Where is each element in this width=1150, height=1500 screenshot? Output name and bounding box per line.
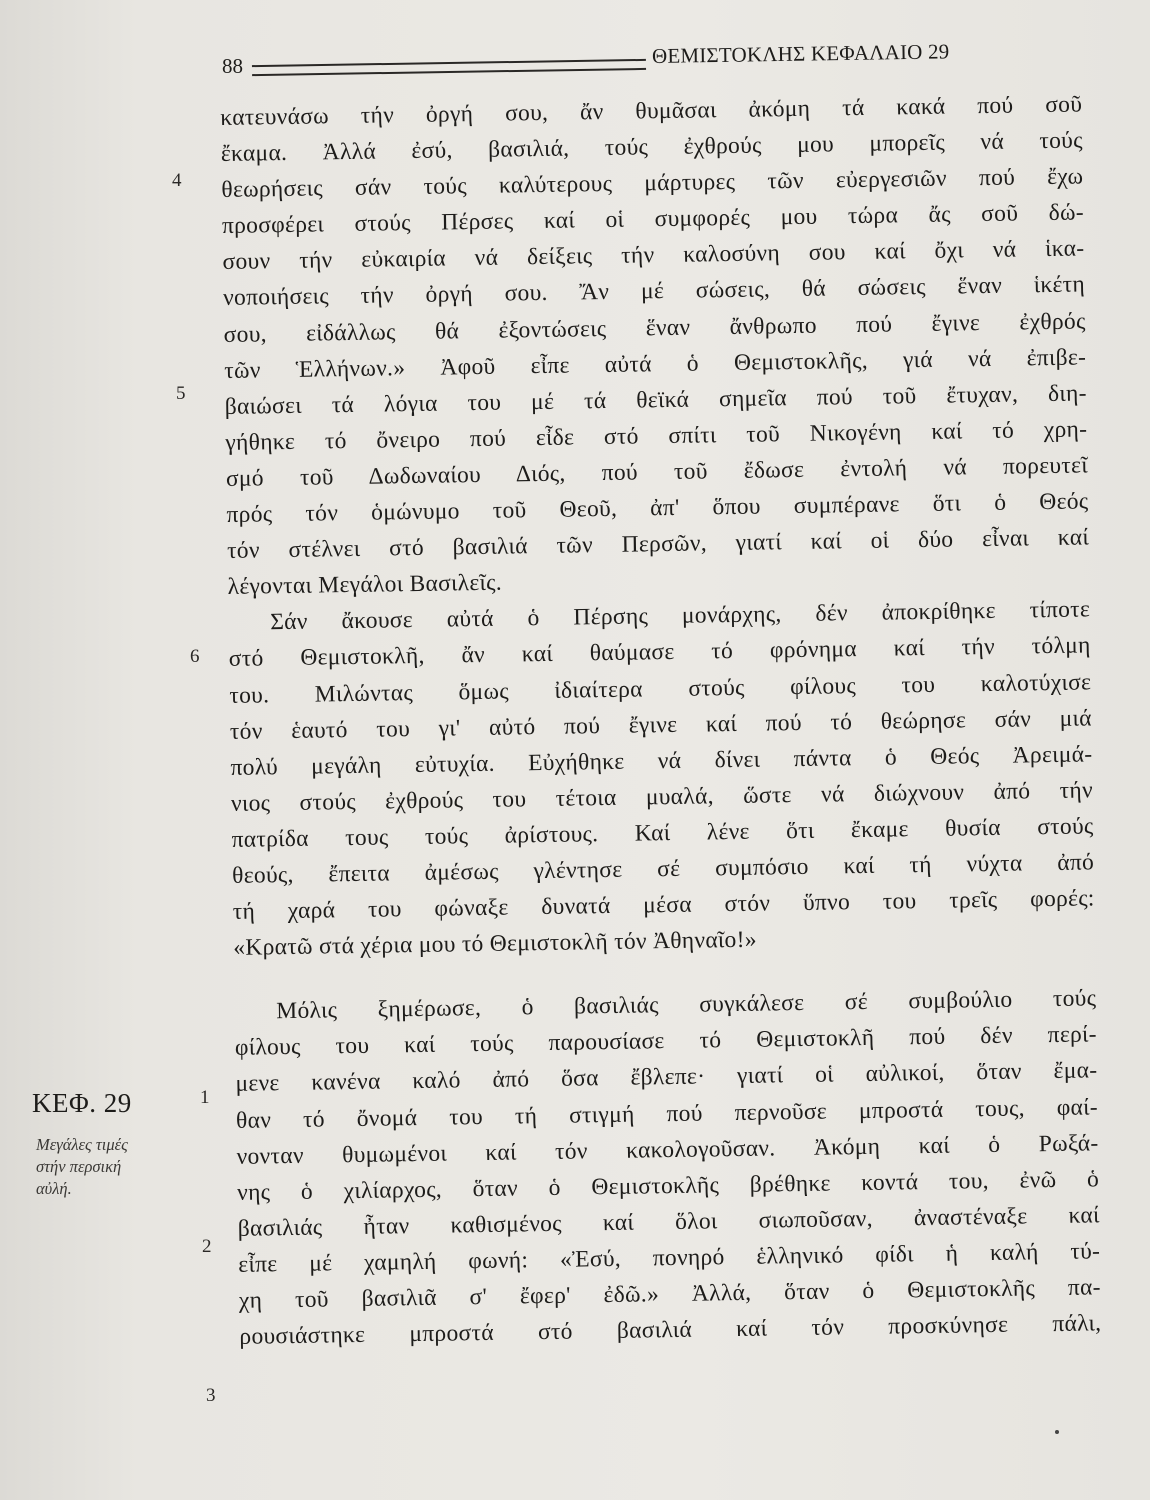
text-line: προσφέρει στούς Πέρσες καί οἱ συμφορές μου τώρα ἄς σοῦ δώ- [221, 199, 1085, 240]
paragraph-first-line: Σάν ἄκουσε αὐτά ὁ Πέρσης μονάρχης, δέν ἀποκρίθηκε τίποτε [270, 596, 1091, 636]
text-line: τόν ἑαυτό του γι' αὐτό πού ἔγινε καί πού τό θεώρησε σάν μιά [229, 704, 1093, 745]
text-line: χη τοῦ βασιλιᾶ σ' ἔφερ' ἐδῶ.» Ἀλλά, ὅταν ὁ Θεμιστοκλῆς πα- [238, 1274, 1101, 1314]
margin-number: 3 [206, 1385, 216, 1406]
text-line: μενε κανένα καλό ἀπό ὅσα ἔβλεπε· γιατί οἱ αὐλικοί, ὅταν ἔμα- [235, 1057, 1098, 1098]
text-line: κατευνάσω τήν ὀργή σου, ἄν θυμᾶσαι ἀκόμη τά κακά πού σοῦ [220, 91, 1083, 131]
text-line: βασιλιάς ἦταν καθισμένος καί ὅλοι σιωποῦσαν, ἀναστέναξε καί [237, 1202, 1100, 1242]
text-line: του. Μιλώντας ὅμως ἰδιαίτερα στούς φίλους του καλοτύχισε [229, 668, 1092, 709]
margin-number: 5 [176, 383, 186, 404]
text-line: σμό τοῦ Δωδωναίου Διός, πού τοῦ ἔδωσε ἐντολή νά πορευτεῖ [225, 452, 1089, 492]
chapter-subtitle [36, 1134, 176, 1200]
text-line: θεούς, ἔπειτα ἀμέσως γλέντησε σέ συμπόσιο καί τή νύχτα ἀπό [231, 849, 1095, 889]
margin-number: 1 [200, 1087, 210, 1108]
text-line: νονταν θυμωμένοι καί τόν κακολογοῦσαν. Ἀκόμη καί ὁ Ρωξά- [236, 1129, 1099, 1170]
text-line: πρός τόν ὁμώνυμο τοῦ Θεοῦ, ἀπ' ὅπου συμπέρανε ὅτι ὁ Θεός [226, 488, 1089, 528]
text-line: σουν τήν εὐκαιρία νά δείξεις τήν καλοσύνη σου καί ὄχι νά ἱκα- [222, 235, 1085, 276]
text-line: «Κρατῶ στά χέρια μου τό Θεμιστοκλῆ τόν Ἀθηναῖο!» [233, 926, 757, 962]
text-line: τή χαρά του φώναξε δυνατά μέσα στόν ὕπνο του τρεῖς φορές: [232, 885, 1095, 925]
running-header [222, 39, 1072, 80]
main-text [220, 86, 1102, 1355]
chapter-subtitle-line: Μεγάλες τιμές [36, 1135, 128, 1154]
text-line: τῶν Ἑλλήνων.» Ἀφοῦ εἶπε αὐτά ὁ Θεμιστοκλῆς, γιά νά ἐπιβε- [224, 344, 1087, 384]
header-double-rule [252, 59, 646, 76]
chapter-subtitle-line: στήν περσική [36, 1157, 122, 1176]
text-line: σου, εἰδάλλως θά ἐξοντώσεις ἕναν ἄνθρωπο πού ἔγινε ἐχθρός [223, 307, 1086, 348]
text-line: ρουσιάστηκε μπροστά στό βασιλιά καί τόν προσκύνησε πάλι, [239, 1310, 1102, 1350]
text-line: βαιώσει τά λόγια του μέ τά θεϊκά σημεῖα πού τοῦ ἔτυχαν, διη- [224, 380, 1087, 420]
text-line: λέγονται Μεγάλοι Βασιλεῖς. [227, 569, 503, 601]
text-line: εἶπε μέ χαμηλή φωνή: «Ἐσύ, πονηρό ἑλληνικό φίδι ἡ καλή τύ- [238, 1238, 1101, 1278]
text-line: φίλους του καί τούς παρουσίασε τό Θεμιστοκλῆ πού δέν περί- [234, 1021, 1097, 1062]
text-line: νοποιήσεις τήν ὀργή σου. Ἄν μέ σώσεις, θά σώσεις ἕναν ἱκέτη [222, 271, 1086, 312]
header-title: ΘΕΜΙΣΤΟΚΛΗΣ ΚΕΦΑΛΑΙΟ 29 [651, 39, 950, 68]
page-number: 88 [222, 54, 243, 78]
margin-number: 2 [202, 1236, 212, 1257]
margin-number: 4 [172, 170, 182, 191]
text-line: θαν τό ὄνομά του τή στιγμή πού περνοῦσε μπροστά τους, φαί- [235, 1093, 1099, 1134]
chapter-subtitle-line: αὐλή. [36, 1179, 72, 1198]
text-line: πατρίδα τους τούς ἀρίστους. Καί λένε ὅτι ἔκαμε θυσία στούς [231, 813, 1094, 853]
text-line: τόν στέλνει στό βασιλιά τῶν Περσῶν, γιατί καί οἱ δύο εἶναι καί [226, 524, 1090, 565]
chapter-heading: ΚΕΦ. 29 [32, 1088, 132, 1118]
text-line: πολύ μεγάλη εὐτυχία. Εὐχήθηκε νά δίνει πάντα ὁ Θεός Ἀρειμά- [230, 741, 1093, 781]
margin-number: 6 [190, 646, 200, 667]
text-line: νης ὁ χιλίαρχος, ὅταν ὁ Θεμιστοκλῆς βρέθηκε κοντά του, ἐνῶ ὁ [236, 1166, 1100, 1206]
text-line: ἔκαμα. Ἀλλά ἐσύ, βασιλιά, τούς ἐχθρούς μου μπορεῖς νά τούς [220, 127, 1083, 168]
text-line: νιος στούς ἐχθρούς του τέτοια μυαλά, ὥστε νά διώχνουν ἀπό τήν [230, 777, 1094, 817]
text-line: θεωρήσεις σάν τούς καλύτερους μάρτυρες τῶν εὐεργεσιῶν πού ἔχω [221, 163, 1084, 204]
ink-speck [1055, 1430, 1059, 1434]
text-line: στό Θεμιστοκλῆ, ἄν καί θαύμασε τό φρόνημα καί τήν τόλμη [228, 632, 1091, 673]
paragraph-first-line: Μόλις ξημέρωσε, ὁ βασιλιάς συγκάλεσε σέ συμβούλιο τούς [276, 985, 1097, 1025]
text-line: γήθηκε τό ὄνειρο πού εἶδε στό σπίτι τοῦ Νικογένη καί τό χρη- [225, 416, 1088, 456]
